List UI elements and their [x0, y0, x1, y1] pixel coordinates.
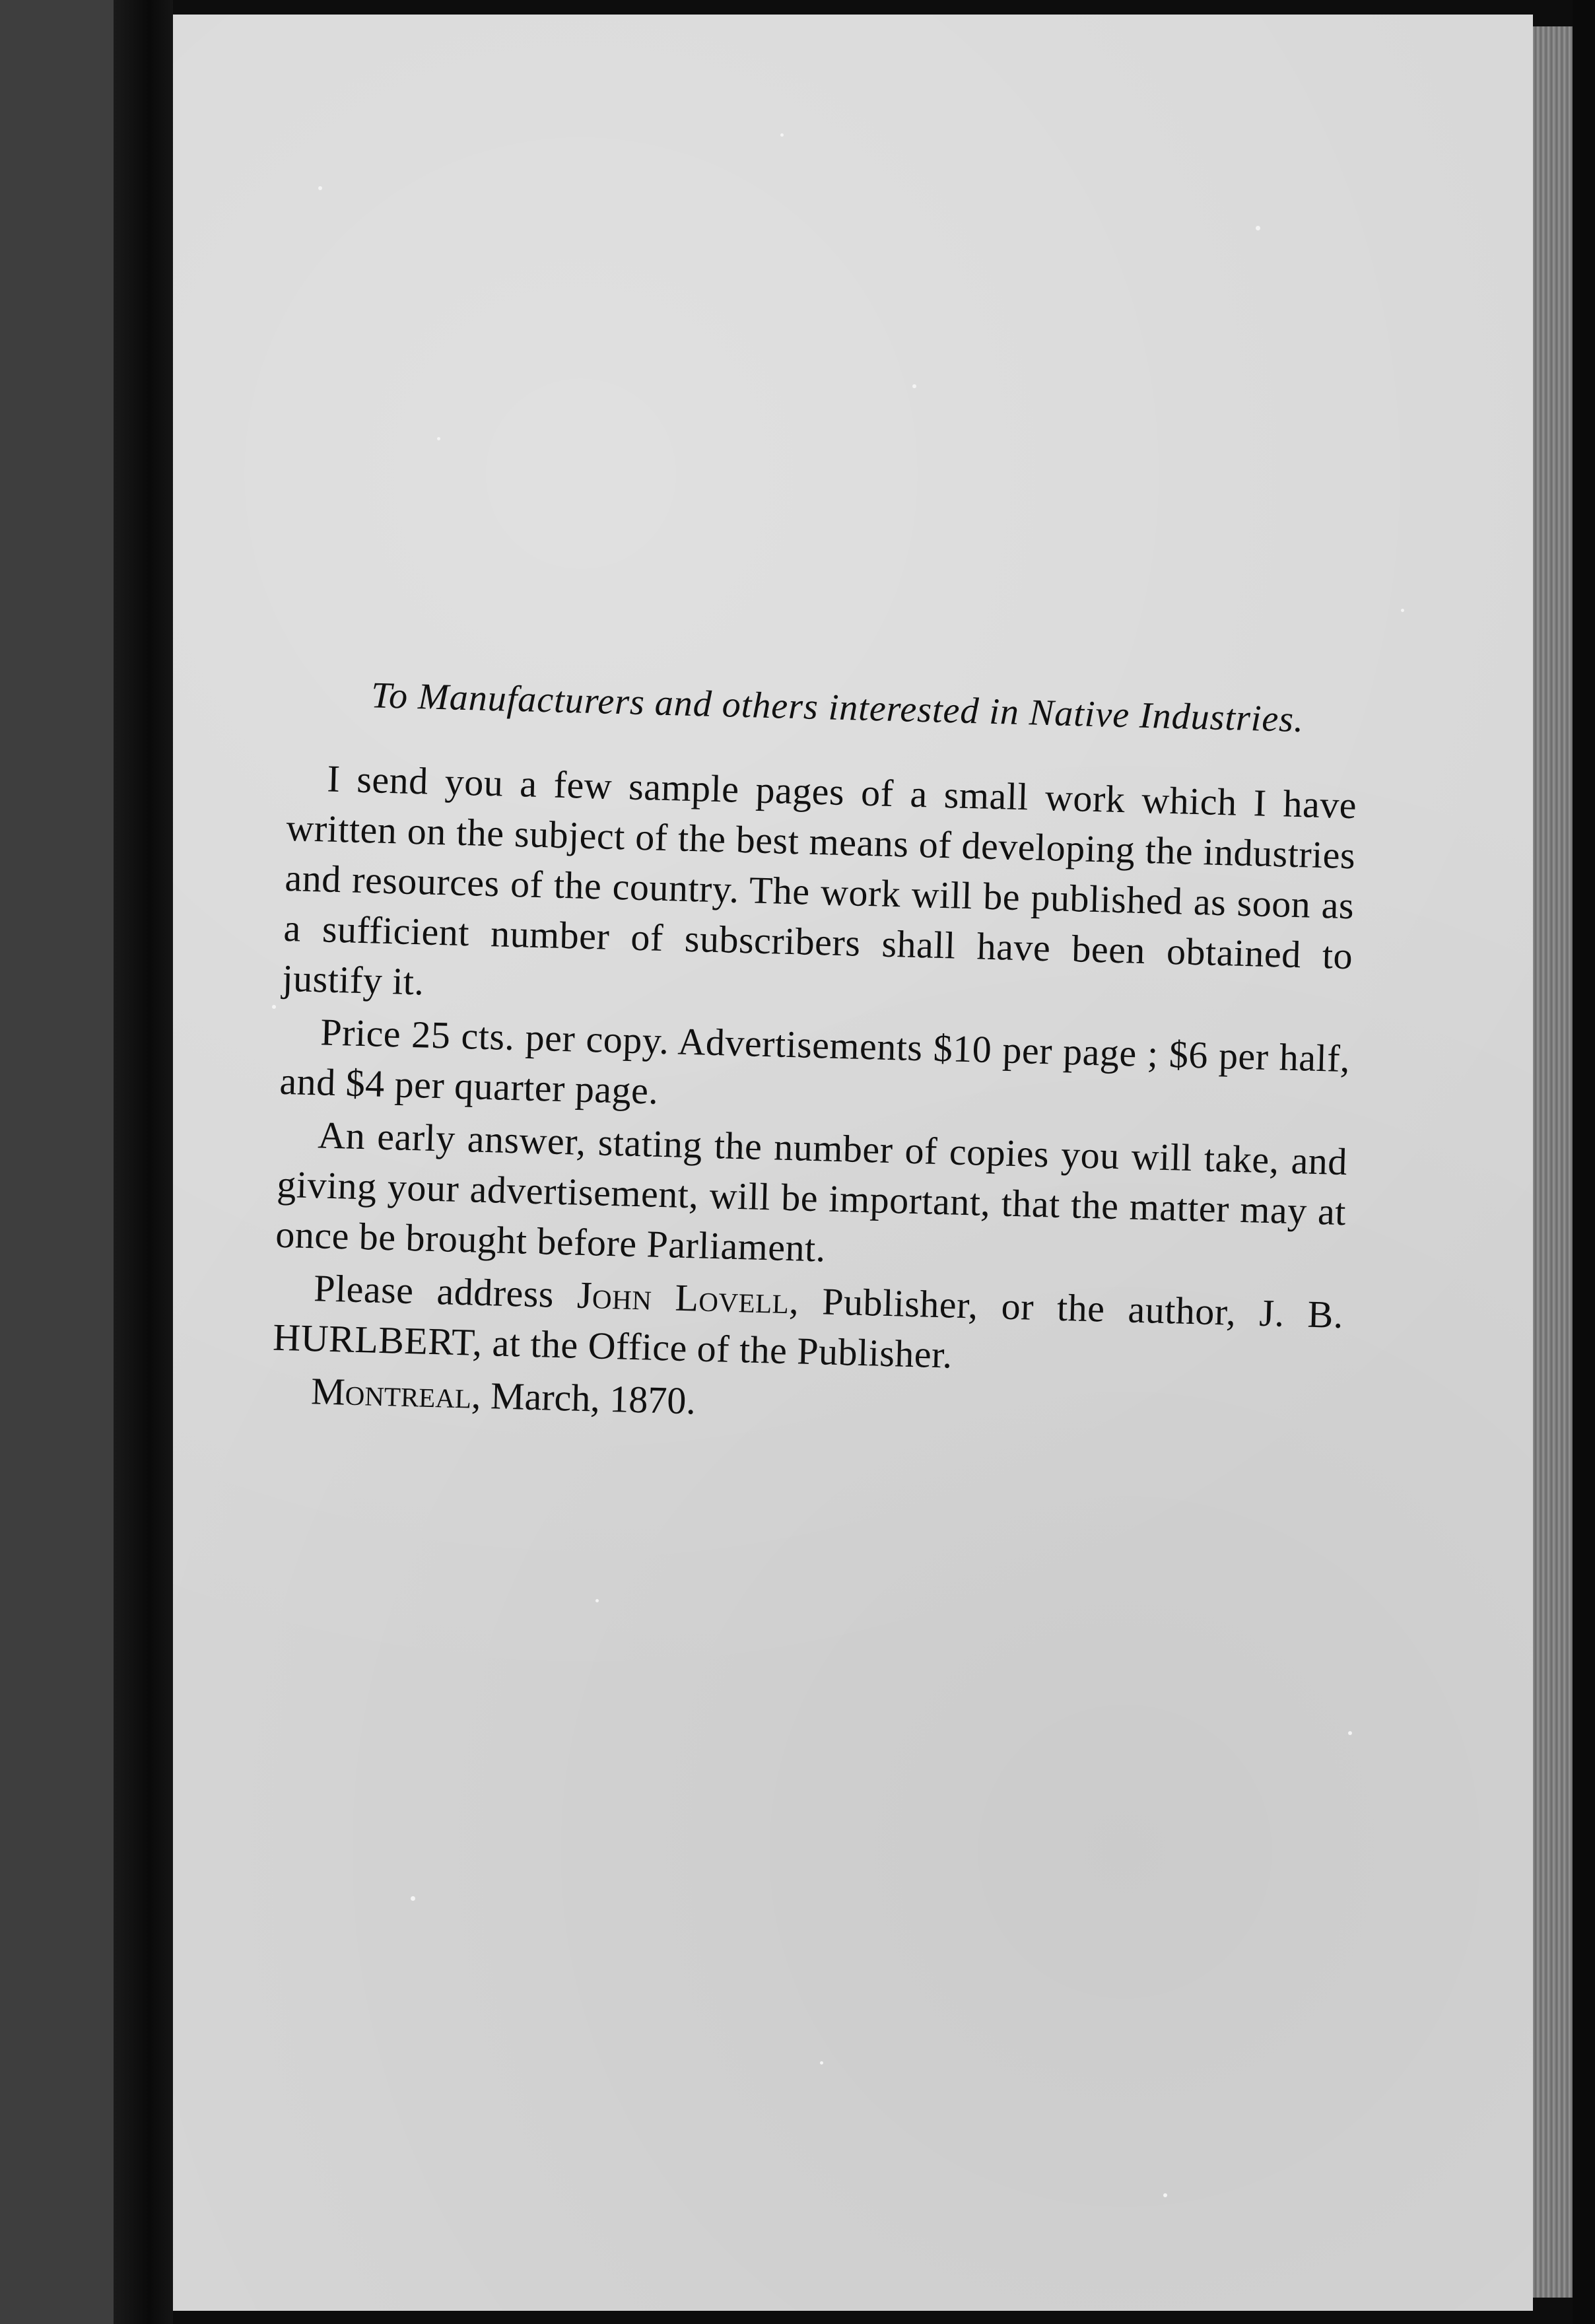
signoff-place: Montreal	[310, 1369, 472, 1417]
dust-speck	[1256, 226, 1260, 230]
address-rest: , Publisher, or the author, J. B. HURLBERT, at the Office of the Publisher.	[272, 1279, 1344, 1377]
dust-speck	[1163, 2193, 1167, 2197]
publisher-name: John Lovell	[576, 1273, 790, 1322]
notice-heading: To Manufacturers and others interested in Native Industries.	[370, 675, 1305, 741]
address-prefix: Please address	[313, 1266, 578, 1316]
notice-text	[271, 667, 1359, 1443]
dust-speck	[912, 384, 916, 388]
dust-speck	[272, 1005, 276, 1009]
dust-speck	[1348, 1731, 1352, 1735]
paragraph-intro: I send you a few sample pages of a small work which I have written on the subject of the best means of developing the industries and resources of the country. The work will be published as soon as a sufficient number of subscribers shall have been obtained to justify it.	[281, 757, 1357, 1004]
paragraph-price: Price 25 cts. per copy. Advertisements $10 per page ; $6 per half, and $4 per quarter page.	[279, 1010, 1351, 1112]
dust-speck	[780, 133, 784, 137]
dust-speck	[595, 1599, 599, 1602]
signoff-date: , March, 1870.	[471, 1373, 696, 1423]
paragraph-request: An early answer, stating the number of copies you will take, and giving your advertisement, will be important, that the matter may at once be brought before Parliament.	[275, 1113, 1348, 1270]
page-edges	[1533, 26, 1573, 2298]
dust-speck	[437, 437, 440, 440]
dust-speck	[1401, 609, 1404, 612]
dust-speck	[411, 1896, 415, 1901]
book-spine	[0, 0, 114, 2324]
dust-speck	[318, 186, 322, 190]
scan-border	[1573, 0, 1595, 2324]
gutter-shadow	[114, 0, 173, 2324]
dust-speck	[820, 2061, 823, 2065]
